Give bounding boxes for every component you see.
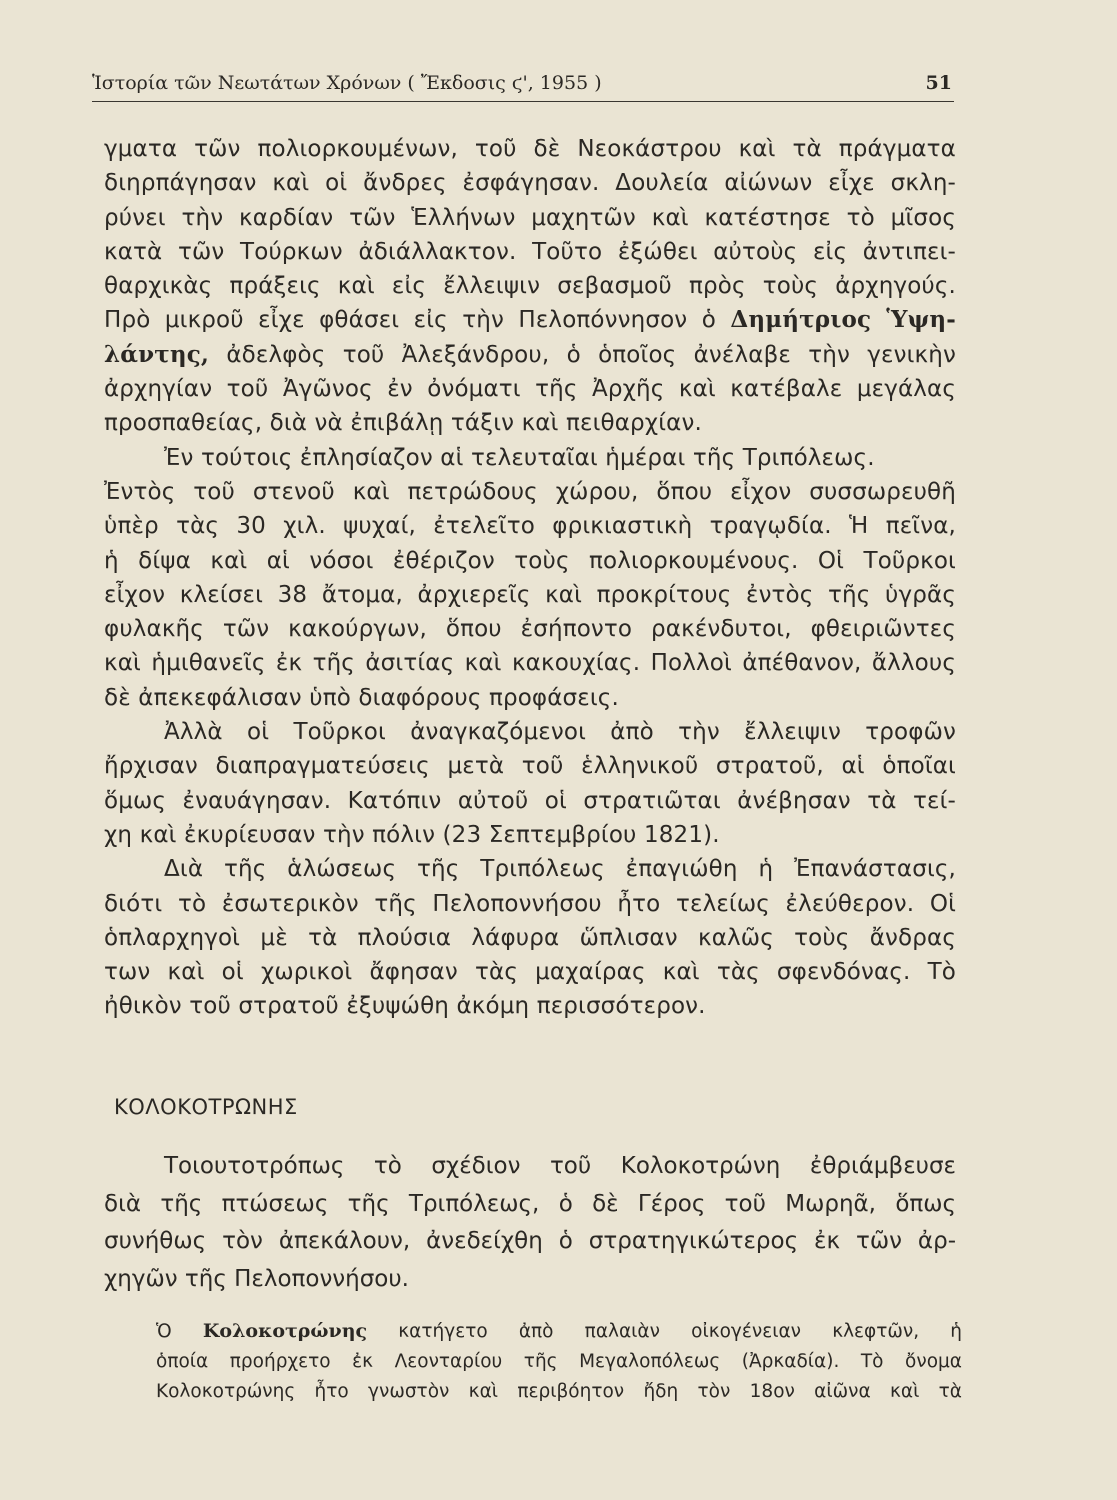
text-line: ἤρχισαν διαπραγματεύσεις μετὰ τοῦ ἑλληνικοῦ στρατοῦ, αἱ ὁποῖαι [104,753,956,780]
text-line: ὑπὲρ τὰς 30 χιλ. ψυχαί, ἐτελεῖτο φρικιαστικὴ τραγῳδία. Ἡ πεῖνα, [104,513,956,540]
text-line: γματα τῶν πολιορκουμένων, τοῦ δὲ Νεοκάστρου καὶ τὰ πράγματα [104,136,956,162]
text-line: ἀρχηγίαν τοῦ Ἀγῶνος ἐν ὀνόματι τῆς Ἀρχῆς καὶ κατέβαλε μεγάλας [104,376,956,403]
text-line: ἠθικὸν τοῦ στρατοῦ ἐξυψώθη ἀκόμη περισσότερον. [104,993,706,1020]
text-line: κατὰ τῶν Τούρκων ἀδιάλλακτον. Τοῦτο ἐξώθει αὐτοὺς εἰς ἀντιπει- [104,238,956,265]
section-heading: ΚΟΛΟΚΟΤΡΩΝΗΣ [114,1095,298,1119]
name-highlight: Κολοκοτρώνης [202,1320,368,1342]
text-line: ὁπλαρχηγοὶ μὲ τὰ πλούσια λάφυρα ὥπλισαν καλῶς τοὺς ἄνδρας [104,924,956,951]
text-line: Ἀλλὰ οἱ Τοῦρκοι ἀναγκαζόμενοι ἀπὸ τὴν ἔλλειψιν τροφῶν [164,719,956,746]
text-line: Ἐν τούτοις ἐπλησίαζον αἱ τελευταῖαι ἡμέραι τῆς Τριπόλεως. [164,444,875,471]
text-line: προσπαθείας, διὰ νὰ ἐπιβάλῃ τάξιν καὶ πειθαρχίαν. [104,410,702,437]
text-fragment: κατήγετο ἀπὸ παλαιὰν οἰκογένειαν κλεφτῶν, ἡ [398,1321,963,1342]
main-text [104,132,956,1024]
running-head-title: Ἱστορία τῶν Νεωτάτων Χρόνων ( Ἔκδοσις ϛ', 1955 ) [92,72,602,94]
footnote-line [156,1316,962,1347]
name-highlight: λάντης, [104,340,210,368]
text-line: ἡ δίψα καὶ αἱ νόσοι ἐθέριζον τοὺς πολιορκουμένους. Οἱ Τοῦρκοι [104,547,956,574]
text-fragment: Ὁ [156,1321,172,1342]
text-fragment: ἀδελφὸς τοῦ Ἀλεξάνδρου, ὁ ὁποῖος ἀνέλαβε τὴν γενικὴν [226,341,956,368]
text-line: Διὰ τῆς ἁλώσεως τῆς Τριπόλεως ἐπαγιώθη ἡ Ἐπανάστασις, [164,856,956,883]
text-line: ρύνει τὴν καρδίαν τῶν Ἑλλήνων μαχητῶν καὶ κατέστησε τὸ μῖσος [104,204,956,231]
text-line [104,338,956,372]
text-fragment: Πρὸ μικροῦ εἶχε φθάσει εἰς τὴν Πελοπόννησον ὁ [104,307,716,334]
text-line: θαρχικὰς πράξεις καὶ εἰς ἔλλειψιν σεβασμοῦ πρὸς τοὺς ἀρχηγούς. [104,273,956,300]
text-line: φυλακῆς τῶν κακούργων, ὅπου ἐσήποντο ρακένδυτοι, φθειριῶντες [104,616,956,643]
text-line [104,303,956,337]
text-line: συνήθως τὸν ἀπεκάλουν, ἀνεδείχθη ὁ στρατηγικώτερος ἐκ τῶν ἀρ- [104,1228,956,1254]
section-text [104,1148,956,1298]
text-line: διηρπάγησαν καὶ οἱ ἄνδρες ἐσφάγησαν. Δουλεία αἰώνων εἶχε σκλη- [104,170,956,197]
text-line: καὶ ἡμιθανεῖς ἐκ τῆς ἀσιτίας καὶ κακουχίας. Πολλοὶ ἀπέθανον, ἄλλους [104,650,956,677]
footnote [156,1316,962,1407]
name-highlight: Δημήτριος Ὑψη- [730,306,956,334]
text-line: Ἐντὸς τοῦ στενοῦ καὶ πετρώδους χώρου, ὅπου εἶχον συσσωρευθῆ [104,478,956,505]
text-line: διὰ τῆς πτώσεως τῆς Τριπόλεως, ὁ δὲ Γέρος τοῦ Μωρηᾶ, ὅπως [104,1190,956,1217]
text-line: των καὶ οἱ χωρικοὶ ἄφησαν τὰς μαχαίρας καὶ τὰς σφενδόνας. Τὸ [104,959,956,986]
running-head [92,72,954,102]
page-number: 51 [925,72,952,94]
footnote-line: ὁποία προήρχετο ἐκ Λεονταρίου τῆς Μεγαλοπόλεως (Ἀρκαδία). Τὸ ὄνομα [156,1351,962,1372]
text-line: εἶχον κλείσει 38 ἄτομα, ἀρχιερεῖς καὶ προκρίτους ἐντὸς τῆς ὑγρᾶς [104,581,956,608]
text-line: διότι τὸ ἐσωτερικὸν τῆς Πελοποννήσου ἦτο τελείως ἐλεύθερον. Οἱ [104,890,956,917]
text-line: χηγῶν τῆς Πελοποννήσου. [104,1265,409,1292]
text-line: δὲ ἀπεκεφάλισαν ὑπὸ διαφόρους προφάσεις. [104,684,619,711]
text-line: Τοιουτοτρόπως τὸ σχέδιον τοῦ Κολοκοτρώνη ἐθριάμβευσε [164,1153,956,1179]
footnote-line: Κολοκοτρώνης ἦτο γνωστὸν καὶ περιβόητον ἤδη τὸν 18ον αἰῶνα καὶ τὰ [156,1381,962,1402]
text-line: ὅμως ἐναυάγησαν. Κατόπιν αὐτοῦ οἱ στρατιῶται ἀνέβησαν τὰ τεί- [104,787,956,814]
text-line: χη καὶ ἐκυρίευσαν τὴν πόλιν (23 Σεπτεμβρίου 1821). [104,821,720,848]
